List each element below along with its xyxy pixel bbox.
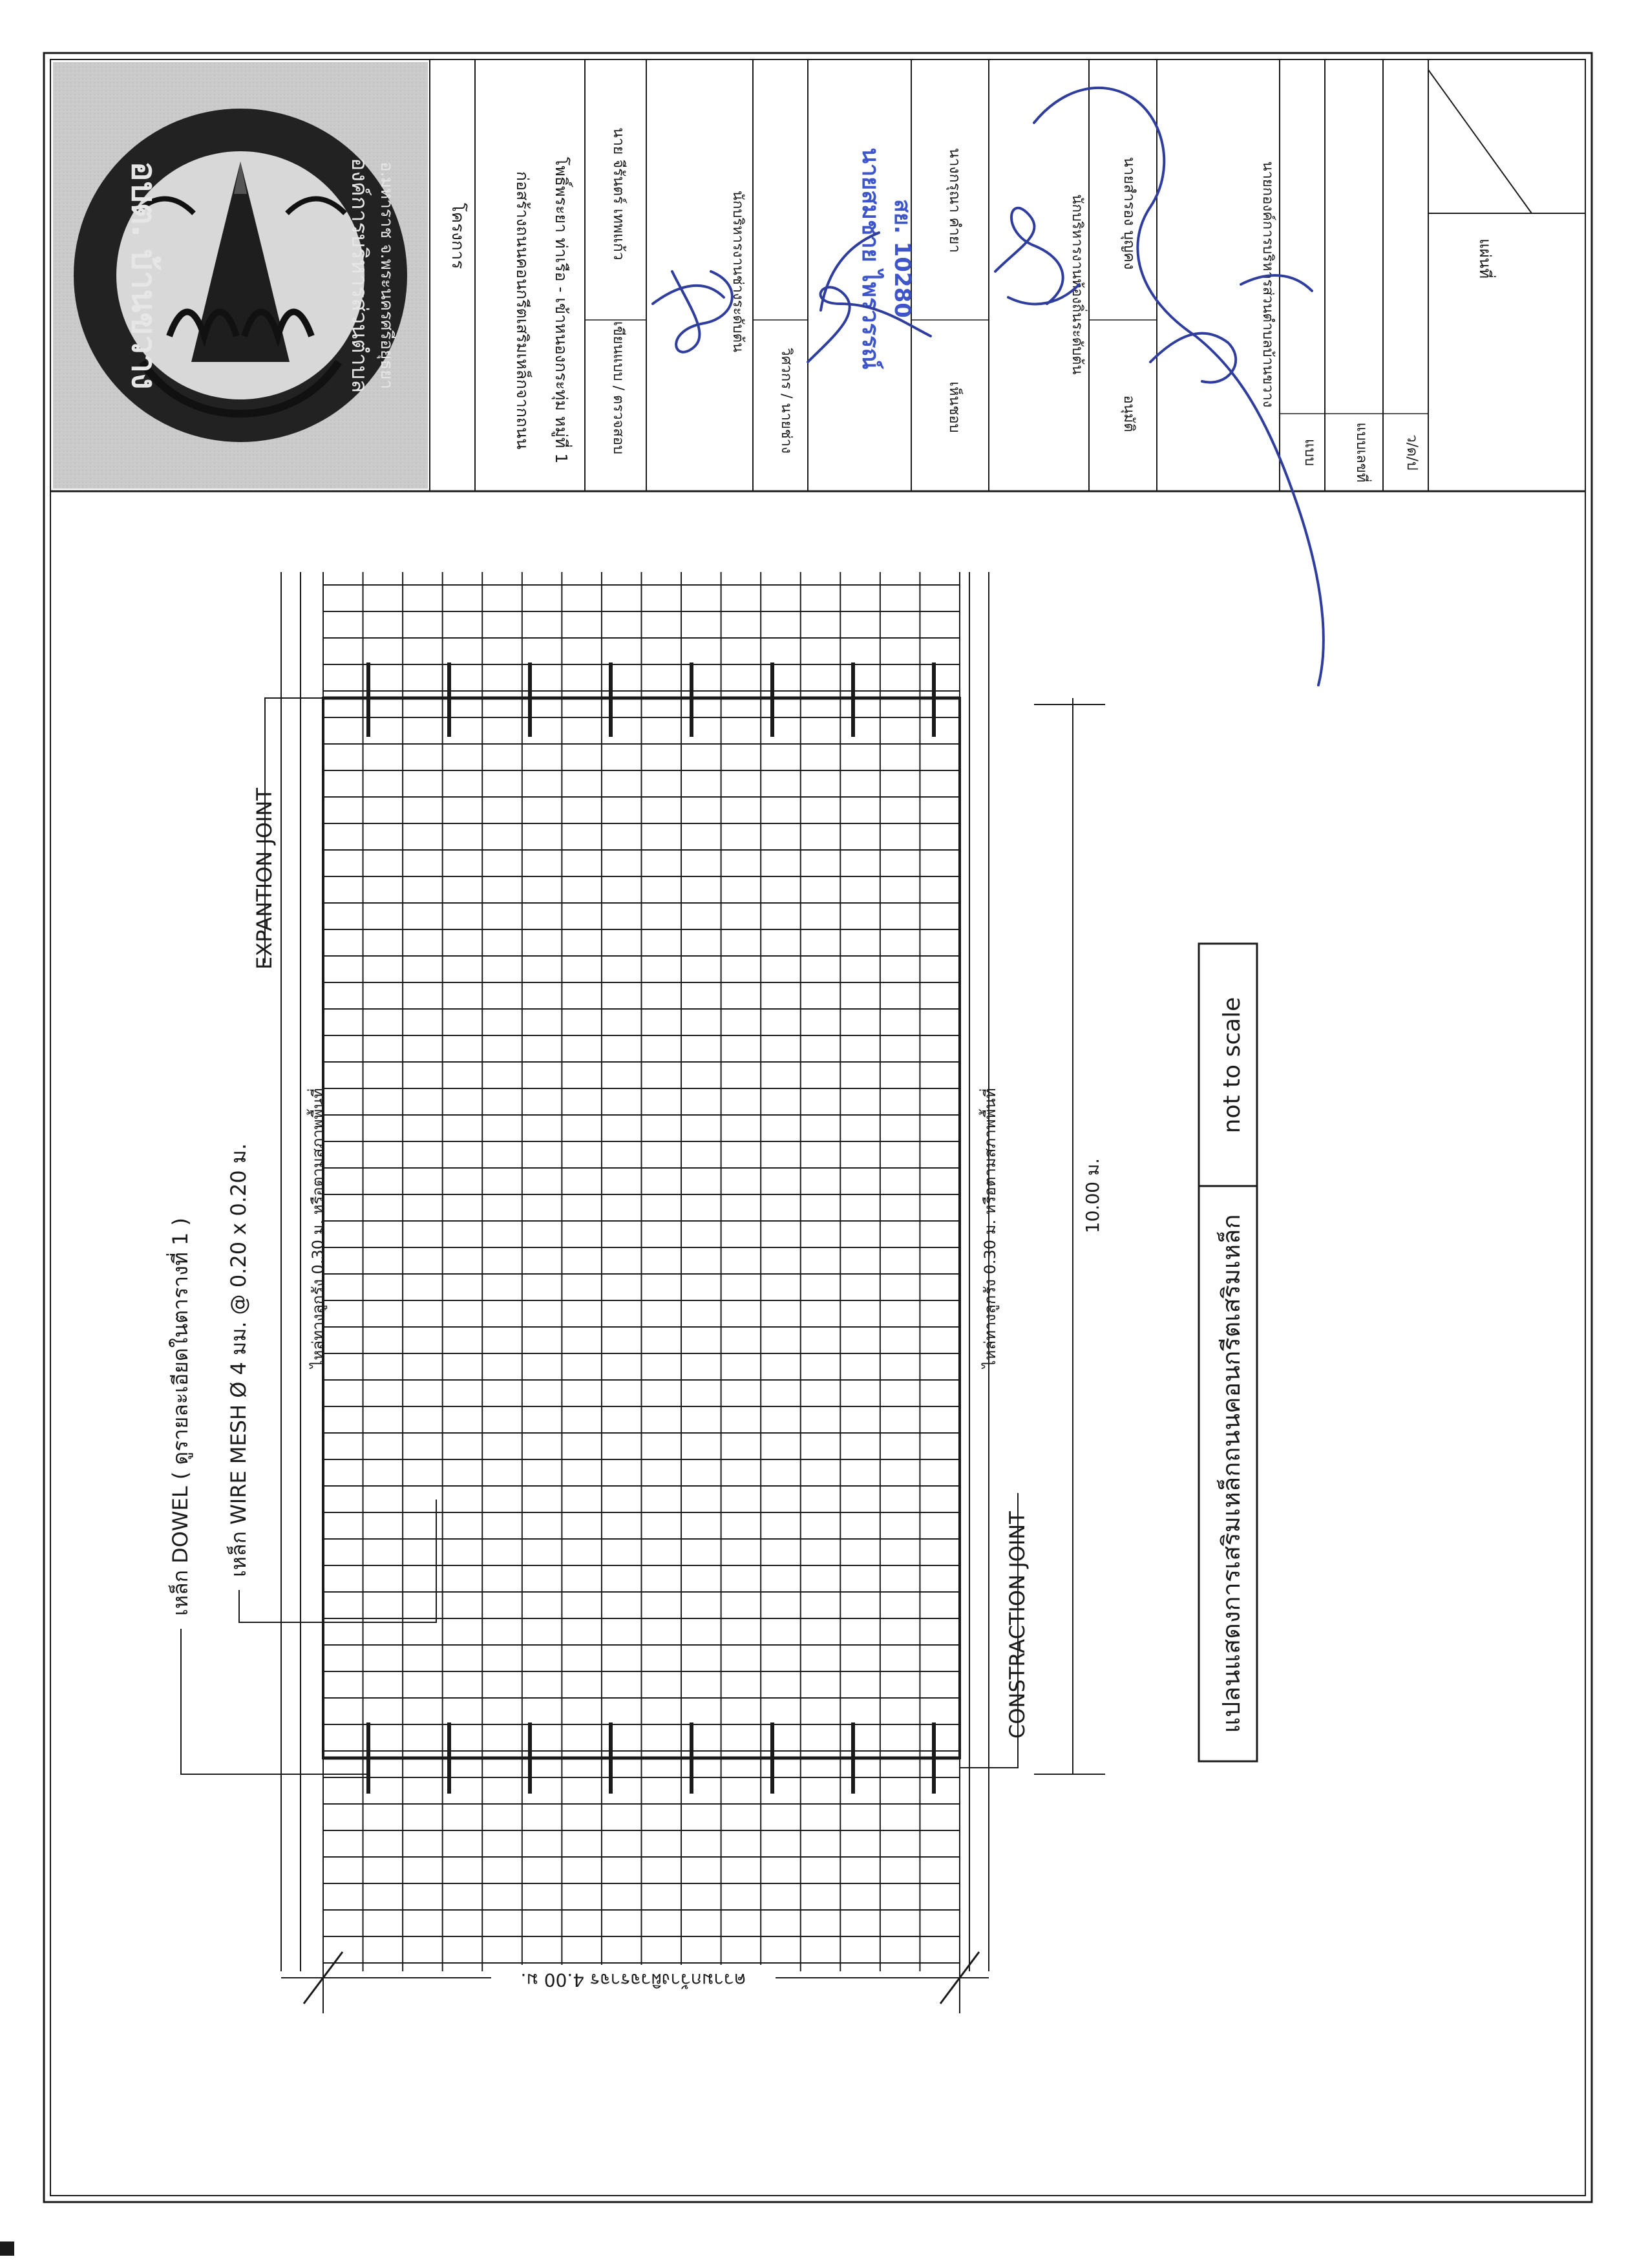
engineer-stamp-license: สย. 10280 bbox=[889, 199, 915, 318]
designer-label: เขียนแบบ / ตรวจสอบ bbox=[610, 321, 626, 454]
designer-position: นักบริหารงานช่างระดับต้น bbox=[730, 190, 746, 353]
engineer-stamp-name: นายสมชาย ไพรวรรณ์ bbox=[857, 147, 883, 370]
caption-title: แปลนแสดงการเสริมเหล็กถนนคอนกรีตเสริมเหล็ก bbox=[1217, 1214, 1245, 1733]
drawing-no-label: แบบเลขที่ bbox=[1353, 422, 1369, 483]
seal-district-text: อ.มหาราช จ.พระนครศรีอยุธยา bbox=[377, 162, 396, 389]
shoulder-note-bottom: ไหล่ทางลูกรัง 0.30 ม. หรือตามสภาพพื้นที่ bbox=[981, 1088, 999, 1368]
engineer-label: วิศวกร / นายช่าง bbox=[778, 348, 794, 454]
seal-ring-text: องค์การบริหารส่วนตำบล bbox=[346, 158, 372, 393]
approve2-name: นายสำรอง บุญคง bbox=[1121, 156, 1137, 270]
project-line-1: ก่อสร้างถนนคอนกรีตเสริมเหล็กจากถนน bbox=[513, 171, 532, 450]
width-dim: ความกว้างผิวจราจร 4.00 ม. bbox=[520, 1969, 746, 1991]
drawing-label: แบบ bbox=[1302, 438, 1318, 467]
seal-emblem bbox=[53, 62, 428, 489]
scale-note: not to scale bbox=[1219, 997, 1245, 1134]
scan-mark bbox=[0, 2242, 14, 2256]
expansion-joint-label: EXPANTION JOINT bbox=[252, 787, 277, 970]
project-label: โครงการ bbox=[448, 202, 467, 270]
wire-mesh-label: เหล็ก WIRE MESH Ø 4 มม. @ 0.20 x 0.20 ม. bbox=[226, 1143, 251, 1577]
approve1-label: เห็นชอบ bbox=[946, 381, 962, 433]
approve1-position: นักบริหารงานท้องถิ่นระดับต้น bbox=[1069, 194, 1085, 375]
shoulder-note-top: ไหล่ทางลูกรัง 0.30 ม. หรือตามสภาพพื้นที่ bbox=[309, 1088, 327, 1368]
approve1-name: นางกรุณา คำยา bbox=[946, 147, 963, 253]
slab-length-dim: 10.00 ม. bbox=[1082, 1158, 1103, 1234]
approve2-label: อนุมัติ bbox=[1121, 395, 1137, 432]
seal-name-text: อบต. บ้านขวาง bbox=[124, 161, 163, 390]
sheet-label: แผ่นที่ bbox=[1476, 238, 1494, 279]
date-label: ว/ด/ป bbox=[1404, 434, 1420, 471]
designer-name: นาย จีรันตร์ เทพแก้ว bbox=[610, 127, 627, 260]
approve2-position: นายกองค์การบริหารส่วนตำบลบ้านขวาง bbox=[1260, 161, 1276, 408]
project-line-2: โพธิ์พระยา ท่าเรือ - เข้าหนองกระทุ่ม หมู่ที่ 1 bbox=[552, 156, 571, 464]
dowel-label: เหล็ก DOWEL ( ดูรายละเอียดในตารางที่ 1 ) bbox=[168, 1217, 193, 1616]
construction-joint-label: CONSTRACTION JOINT bbox=[1005, 1511, 1030, 1739]
